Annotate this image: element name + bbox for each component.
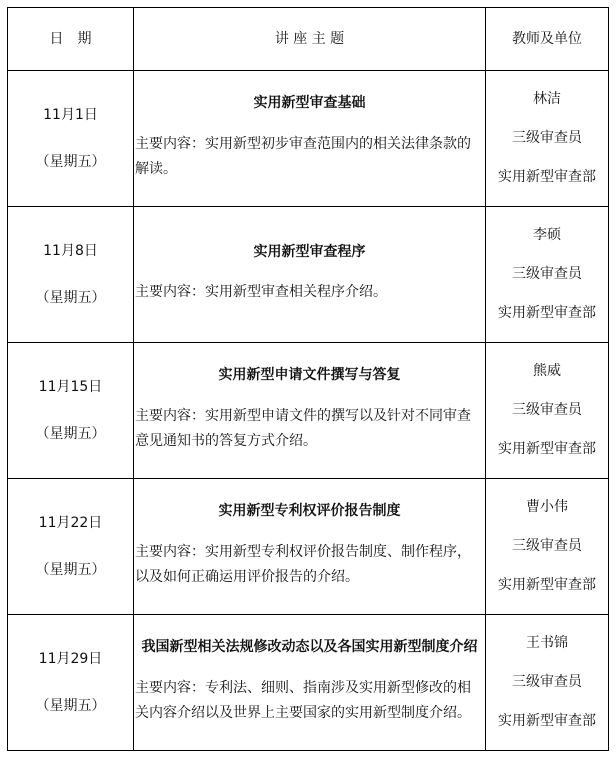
date-text: 11月8日	[43, 242, 98, 259]
teacher-department: 实用新型审查部	[498, 712, 596, 729]
teacher-name: 曹小伟	[526, 499, 568, 516]
topic-title: 实用新型申请文件撰写与答复	[218, 367, 401, 384]
teacher-cell	[486, 207, 609, 343]
teacher-rank: 三级审查员	[512, 538, 582, 555]
topic-cell	[134, 207, 486, 343]
header-topic: 讲 座 主 题	[134, 8, 486, 71]
teacher-department: 实用新型审查部	[498, 576, 596, 593]
date-cell	[8, 479, 134, 615]
table-row	[8, 343, 609, 479]
teacher-rank: 三级审查员	[512, 674, 582, 691]
topic-cell	[134, 479, 486, 615]
topic-description: 主要内容：实用新型申请文件的撰写以及针对不同审查意见通知书的答复方式介绍。	[135, 407, 471, 449]
date-cell	[8, 71, 134, 207]
lecture-schedule-table	[7, 7, 609, 751]
topic-cell	[134, 343, 486, 479]
teacher-rank: 三级审查员	[512, 402, 582, 419]
teacher-cell	[486, 71, 609, 207]
topic-description: 主要内容：专利法、细则、指南涉及实用新型修改的相关内容介绍以及世界上主要国家的实用新型制度介绍。	[135, 679, 471, 721]
date-cell	[8, 615, 134, 751]
teacher-department: 实用新型审查部	[498, 440, 596, 457]
weekday-text: （星期五）	[35, 697, 106, 714]
teacher-cell	[486, 615, 609, 751]
weekday-text: （星期五）	[35, 561, 106, 578]
teacher-cell	[486, 479, 609, 615]
topic-description: 主要内容：实用新型初步审查范围内的相关法律条款的解读。	[135, 135, 471, 177]
teacher-rank: 三级审查员	[512, 130, 582, 147]
teacher-department: 实用新型审查部	[498, 168, 596, 185]
teacher-name: 林洁	[533, 91, 561, 108]
teacher-cell	[486, 343, 609, 479]
topic-title: 实用新型审查程序	[253, 243, 366, 260]
header-teacher: 教师及单位	[486, 8, 609, 71]
weekday-text: （星期五）	[35, 425, 106, 442]
topic-cell	[134, 615, 486, 751]
date-cell	[8, 207, 134, 343]
header-date: 日 期	[8, 8, 134, 71]
weekday-text: （星期五）	[35, 289, 106, 306]
teacher-department: 实用新型审查部	[498, 304, 596, 321]
table-row	[8, 615, 609, 751]
topic-title: 实用新型专利权评价报告制度	[218, 503, 401, 520]
date-text: 11月22日	[38, 514, 103, 531]
teacher-name: 王书锦	[526, 635, 568, 652]
table-row	[8, 207, 609, 343]
date-text: 11月15日	[38, 378, 103, 395]
topic-cell	[134, 71, 486, 207]
topic-description: 主要内容：实用新型专利权评价报告制度、制作程序，以及如何正确运用评价报告的介绍。	[135, 543, 471, 585]
topic-title: 实用新型审查基础	[253, 95, 366, 112]
topic-description: 主要内容：实用新型审查相关程序介绍。	[135, 284, 387, 301]
teacher-name: 李硕	[533, 227, 561, 244]
table-row	[8, 71, 609, 207]
teacher-name: 熊威	[533, 363, 561, 380]
date-cell	[8, 343, 134, 479]
topic-title: 我国新型相关法规修改动态以及各国实用新型制度介绍	[141, 639, 478, 656]
date-text: 11月1日	[43, 106, 98, 123]
weekday-text: （星期五）	[35, 153, 106, 170]
date-text: 11月29日	[38, 650, 103, 667]
table-header-row	[8, 8, 609, 71]
table-row	[8, 479, 609, 615]
teacher-rank: 三级审查员	[512, 266, 582, 283]
